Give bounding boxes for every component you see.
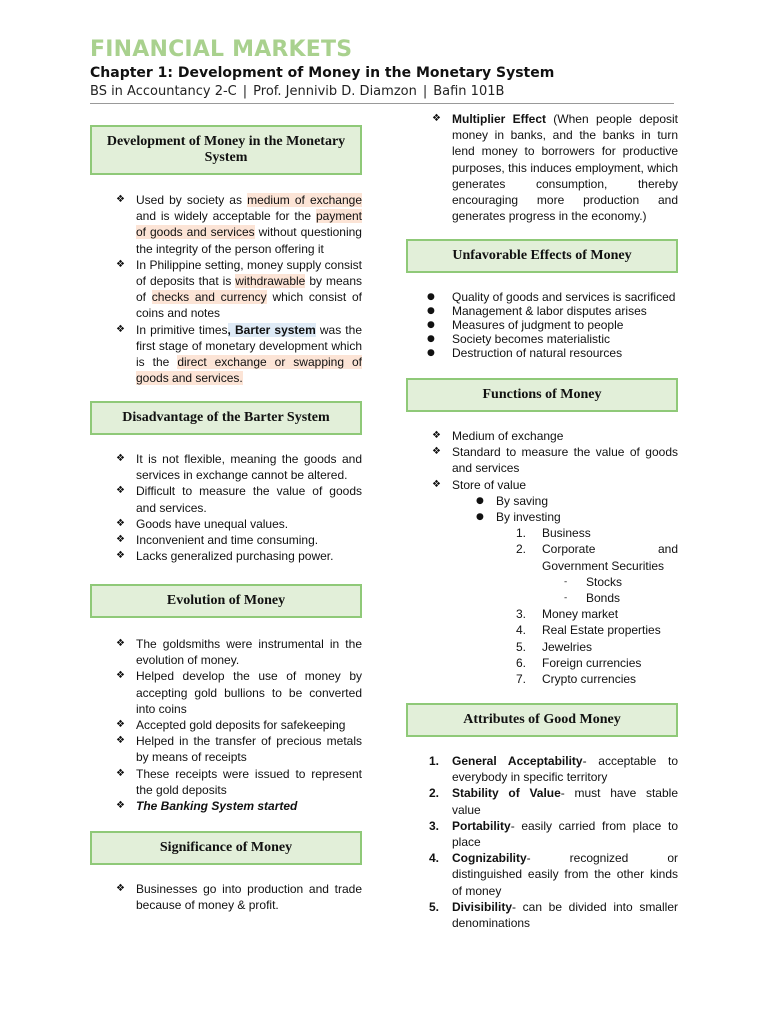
- highlight: , Barter system: [227, 322, 316, 337]
- list-item: ❖ The Banking System started: [90, 798, 362, 814]
- list-item: ● Management & labor disputes arises: [406, 304, 678, 318]
- list-item: 2. Stability of Value- must have stable value: [429, 786, 678, 817]
- list-item: ❖ Goods have unequal values.: [90, 516, 362, 532]
- list-item: ❖ Multiplier Effect (When people deposit money in banks, and the banks in turn lend money to borrowers for productive purposes, this induces employment, which generates consumption, thereby encouraging more production and generates progress in the economy.): [406, 111, 678, 224]
- list-item: - Bonds: [406, 590, 678, 606]
- investing-list: [406, 525, 678, 574]
- development-list: [90, 192, 362, 386]
- section-heading-development: Development of Money in the Monetary System: [90, 125, 362, 175]
- course-code: Bafin 101B: [433, 84, 505, 99]
- list-item: ❖ Helped develop the use of money by accepting gold bullions to be converted into coins: [90, 668, 362, 717]
- section-heading-evolution: Evolution of Money: [90, 584, 362, 618]
- list-item: ❖ Accepted gold deposits for safekeeping: [90, 717, 362, 733]
- list-item: 6. Foreign currencies: [516, 655, 642, 670]
- list-item: 5. Jewelries: [516, 639, 593, 654]
- list-item: ❖ Helped in the transfer of precious metals by means of receipts: [90, 733, 362, 765]
- list-item: ❖ Lacks generalized purchasing power.: [90, 548, 362, 564]
- attributes-list: [406, 753, 678, 931]
- list-item: ❖ These receipts were issued to represent the gold deposits: [90, 766, 362, 798]
- list-item: ❖ In Philippine setting, money supply consist of deposits that is withdrawable by means of checks and currency which consist of coins and notes: [90, 257, 362, 322]
- list-item: 4. Cognizability- recognized or distinguished easily from the other kinds of money: [429, 851, 678, 898]
- section-heading-significance: Significance of Money: [90, 831, 362, 865]
- separator: |: [422, 84, 428, 99]
- list-item: ● Society becomes materialistic: [406, 332, 678, 346]
- securities-list: [406, 574, 678, 606]
- list-item: 4. Real Estate properties: [516, 623, 661, 638]
- list-item: ❖ It is not flexible, meaning the goods and services in exchange cannot be altered.: [90, 451, 362, 483]
- list-item: ● Measures of judgment to people: [406, 318, 678, 332]
- list-item: ❖ Businesses go into production and trade because of money & profit.: [90, 881, 362, 913]
- list-item: 2. Corporate and Government Securities: [516, 542, 678, 573]
- significance-list: [90, 881, 362, 913]
- list-item: ❖ Used by society as medium of exchange and is widely acceptable for the payment of goods and services without questioning the integrity of the person offering it: [90, 192, 362, 257]
- list-item: ● Destruction of natural resources: [406, 346, 678, 360]
- list-item: 1. General Acceptability- acceptable to everybody in specific territory: [429, 754, 678, 785]
- professor-name: Prof. Jennivib D. Diamzon: [253, 84, 417, 99]
- list-item: ❖ The goldsmiths were instrumental in the evolution of money.: [90, 636, 362, 668]
- list-item: ❖ Medium of exchange: [406, 428, 678, 444]
- list-item: ● By investing: [406, 509, 678, 525]
- list-item: - Stocks: [406, 574, 678, 590]
- list-item: 1. Business: [516, 526, 591, 541]
- page-header: [90, 36, 690, 100]
- store-list: [406, 493, 678, 525]
- course-name: BS in Accountancy 2-C: [90, 84, 237, 99]
- list-item: 7. Crypto currencies: [516, 672, 637, 687]
- functions-block: [406, 428, 678, 687]
- header-divider: [90, 103, 674, 104]
- highlight: withdrawable: [235, 274, 306, 289]
- multiplier-list: [406, 111, 678, 224]
- highlight: payment of goods and services: [136, 209, 362, 240]
- highlight: checks and currency: [151, 290, 267, 305]
- section-heading-attributes: Attributes of Good Money: [406, 703, 678, 737]
- list-item: ❖ Difficult to measure the value of goods and services.: [90, 483, 362, 515]
- section-heading-barter: Disadvantage of the Barter System: [90, 401, 362, 435]
- chapter-title: Chapter 1: Development of Money in the Monetary System: [90, 65, 555, 81]
- separator: |: [242, 84, 248, 99]
- highlight: medium of exchange: [247, 193, 362, 207]
- list-item: ❖ In primitive times, Barter system was the first stage of monetary development which is the direct exchange or swapping of goods and services.: [90, 322, 362, 387]
- unfavorable-list: [406, 290, 678, 360]
- barter-list: [90, 451, 362, 564]
- course-line: [90, 83, 690, 100]
- evolution-list: [90, 636, 362, 814]
- list-item: ❖ Store of value: [406, 477, 678, 493]
- list-item: ❖ Inconvenient and time consuming.: [90, 532, 362, 548]
- list-item: ● Quality of goods and services is sacrificed: [406, 290, 678, 304]
- list-item: ❖ Standard to measure the value of goods and services: [406, 444, 678, 476]
- investing-list-cont: [406, 606, 678, 687]
- list-item: 5. Divisibility- can be divided into smaller denominations: [429, 899, 678, 931]
- section-heading-functions: Functions of Money: [406, 378, 678, 412]
- page-title: FINANCIAL MARKETS: [90, 37, 353, 62]
- list-item: 3. Portability- easily carried from place to place: [429, 818, 678, 850]
- highlight: direct exchange or swapping of goods and services.: [136, 355, 362, 386]
- section-heading-unfavorable: Unfavorable Effects of Money: [406, 239, 678, 273]
- list-item: ● By saving: [406, 493, 678, 509]
- list-item: 3. Money market: [516, 607, 619, 622]
- functions-list: [406, 428, 678, 493]
